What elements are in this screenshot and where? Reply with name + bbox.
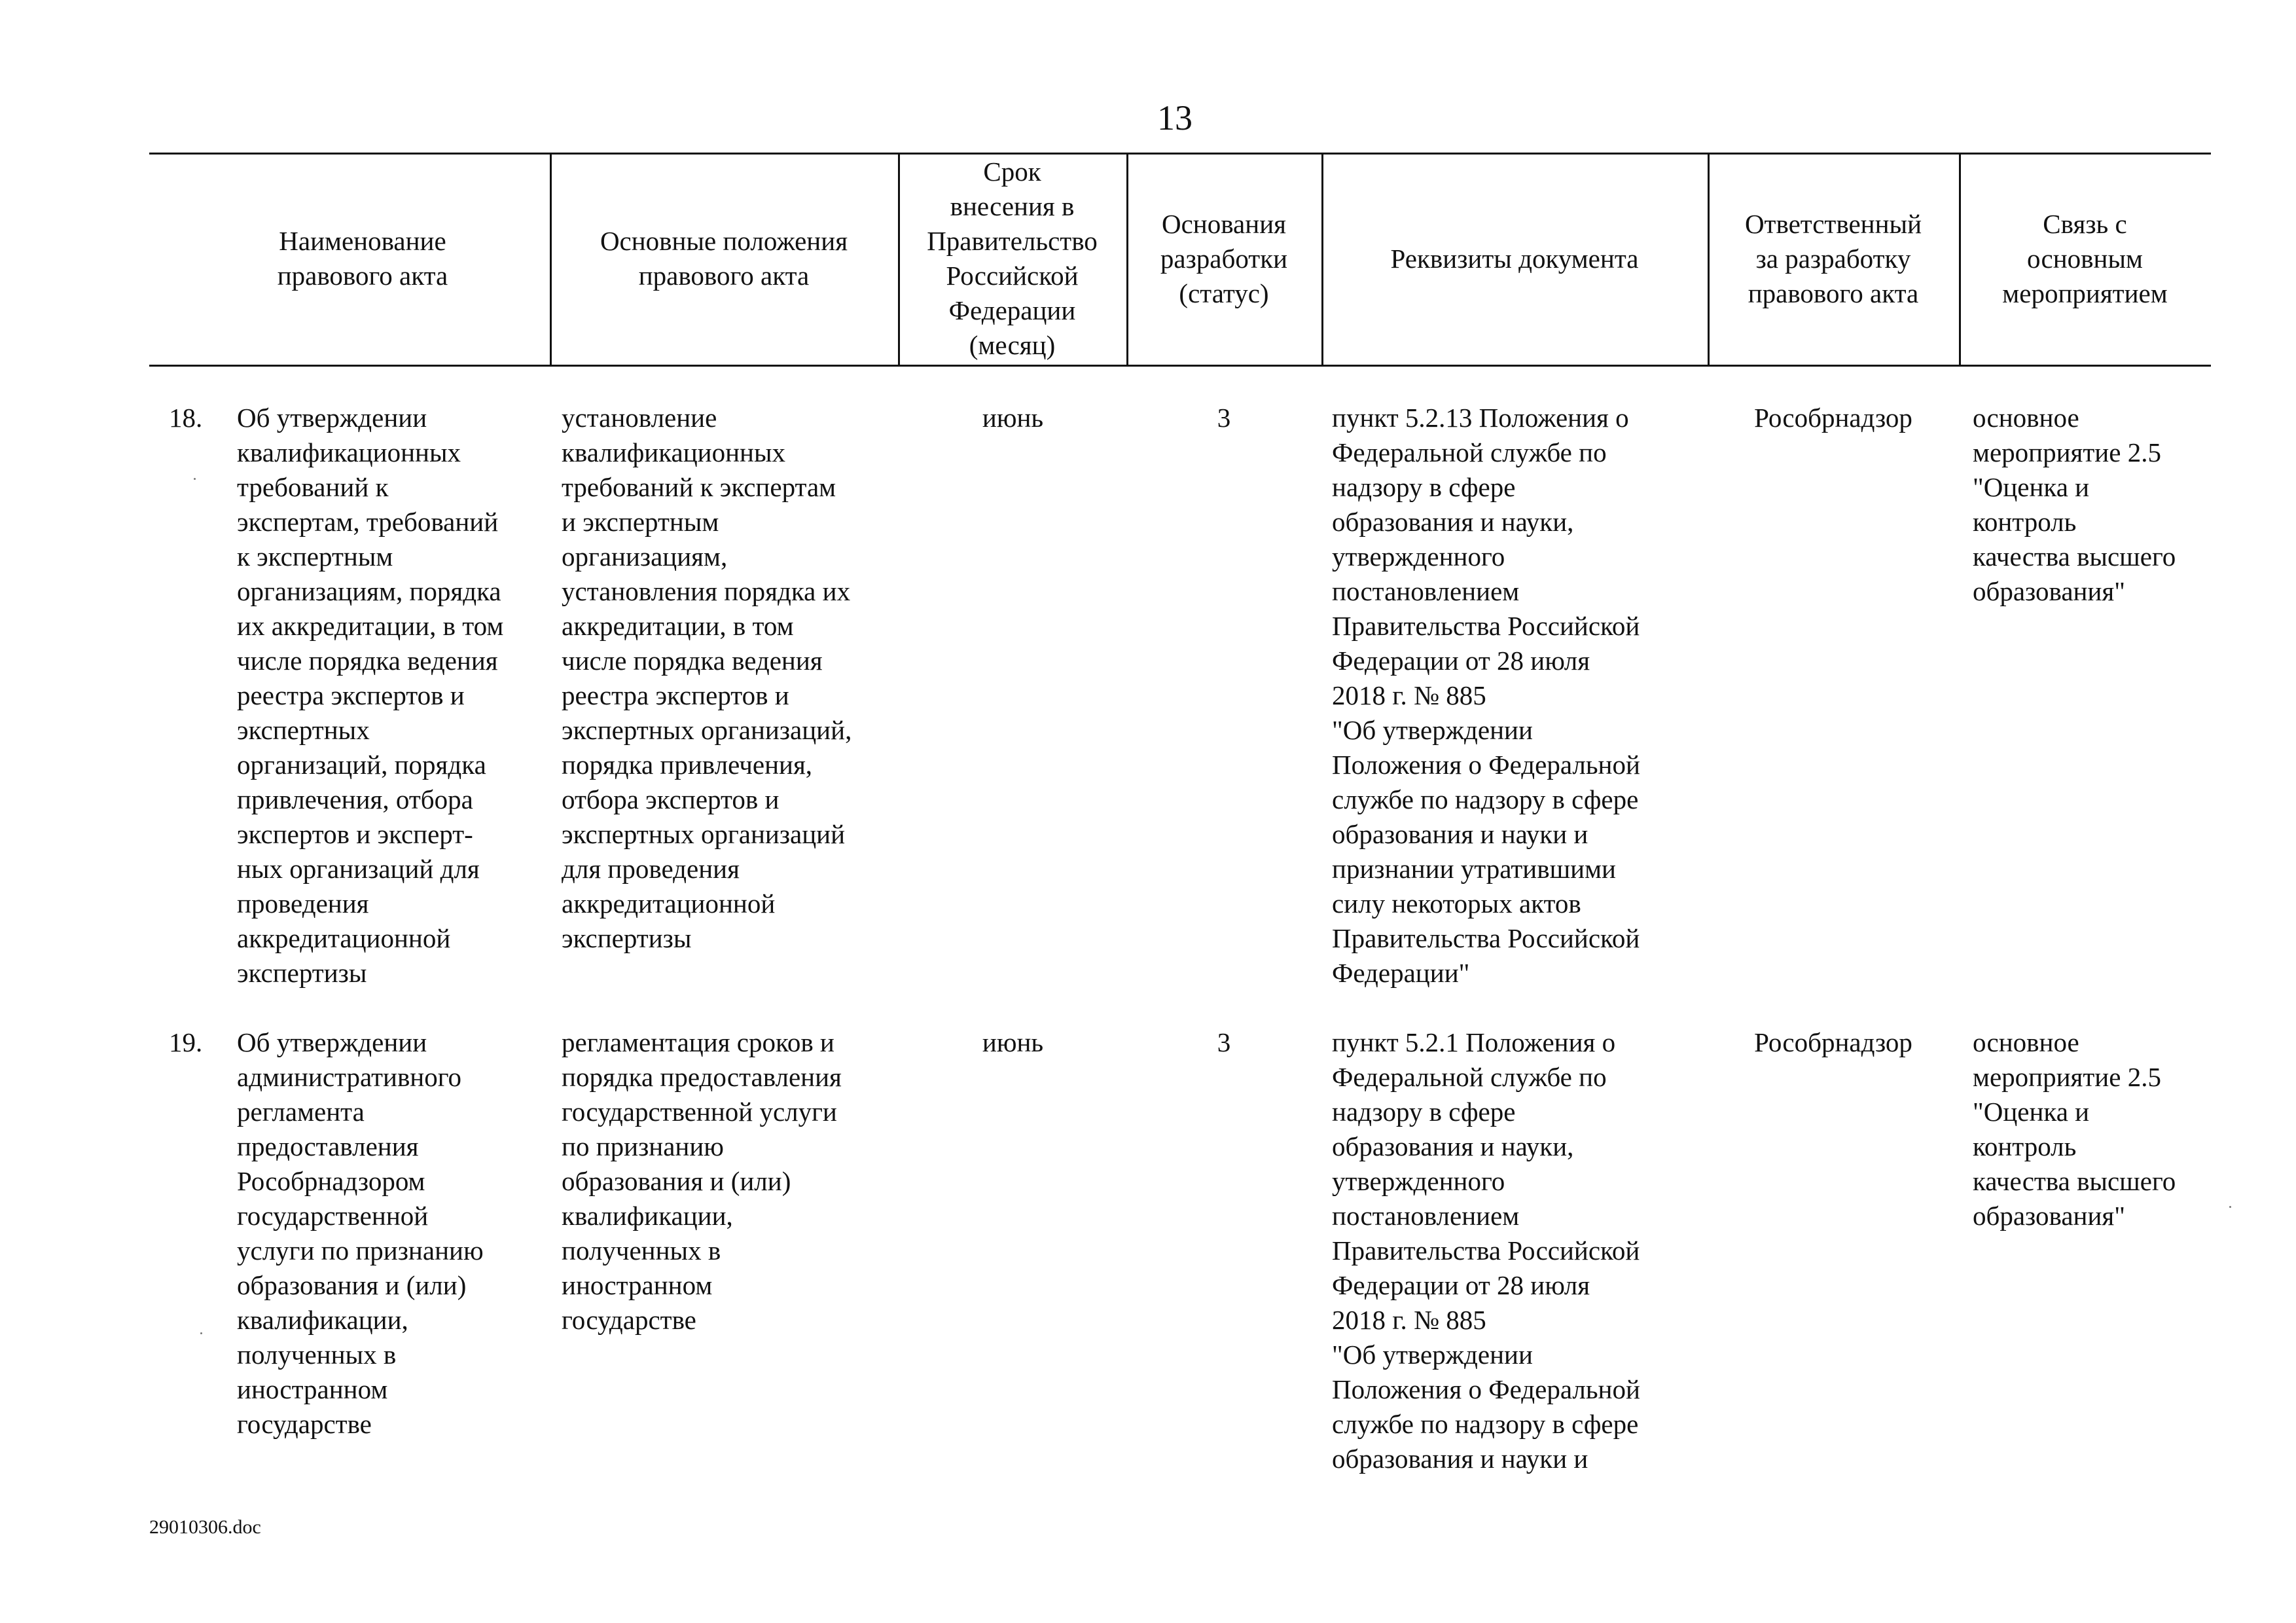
header-link-to-activity: Связь с основным мероприятием — [2002, 208, 2168, 308]
row-number: 19. — [169, 1027, 203, 1057]
development-basis: 3 — [1217, 1027, 1231, 1057]
page-number: 13 — [1157, 98, 1193, 137]
act-name: Об утверждении административного регламента предоставления Рособрнадзором государственной услуги по признанию образования и (или) квалификации, полученных в иностранном государстве — [237, 1027, 484, 1439]
scan-speck — [200, 1332, 202, 1334]
document-requisites: пункт 5.2.1 Положения о Федеральной службе по надзору в сфере образования и науки, утвержденного постановлением Правительства Российской Федерации от 28 июля 2018 г. № 885 "Об утверждении Положения о Федеральной службе по надзору в сфере образования и науки и — [1332, 1027, 1640, 1474]
header-responsible: Ответственный за разработку правового акта — [1744, 208, 1922, 308]
submission-deadline: июнь — [982, 1027, 1044, 1057]
header-submission-deadline: Срок внесения в Правительство Российской Федерации (месяц) — [927, 156, 1098, 360]
scan-speck — [2229, 1206, 2231, 1208]
responsible-body: Рособрнадзор — [1754, 403, 1912, 433]
submission-deadline: июнь — [982, 403, 1044, 433]
link-to-activity: основное мероприятие 2.5 "Оценка и контроль качества высшего образования" — [1973, 1027, 2176, 1231]
header-development-basis: Основания разработки (статус) — [1160, 208, 1288, 308]
responsible-body: Рособрнадзор — [1754, 1027, 1912, 1057]
main-provisions: регламентация сроков и порядка предоставления государственной услуги по признанию образования и (или) квалификации, полученных в иностранном государстве — [562, 1027, 842, 1335]
header-document-requisites: Реквизиты документа — [1390, 243, 1639, 274]
header-main-provisions: Основные положения правового акта — [600, 226, 848, 291]
development-basis: 3 — [1217, 403, 1231, 433]
scan-speck — [194, 478, 196, 480]
link-to-activity: основное мероприятие 2.5 "Оценка и контроль качества высшего образования" — [1973, 403, 2176, 606]
row-number: 18. — [169, 403, 203, 433]
document-requisites: пункт 5.2.13 Положения о Федеральной службе по надзору в сфере образования и науки, утвержденного постановлением Правительства Российской Федерации от 28 июля 2018 г. № 885 "Об утверждении Положения о Федеральной службе по надзору в сфере образования и науки и признании утратившими силу некоторых актов Правительства Российской Федерации" — [1332, 403, 1640, 988]
footer-filename: 29010306.doc — [149, 1516, 261, 1538]
main-provisions: установление квалификационных требований к экспертам и экспертным организациям, установления порядка их аккредитации, в том числе порядка ведения реестра экспертов и экспертных организаций, порядка привлечения, отбора экспертов и экспертных организаций для проведения аккредитационной экспертизы — [562, 403, 852, 953]
table-header-bottom-rule — [149, 365, 2211, 367]
act-name: Об утверждении квалификационных требований к экспертам, требований к экспертным организациям, порядка их аккредитации, в том числе порядка ведения реестра экспертов и экспертных организаций, порядка привлечения, отбора экспертов и эксперт- ных организаций для проведения аккредитационной экспертизы — [237, 403, 504, 988]
header-act-name: Наименование правового акта — [277, 226, 448, 291]
